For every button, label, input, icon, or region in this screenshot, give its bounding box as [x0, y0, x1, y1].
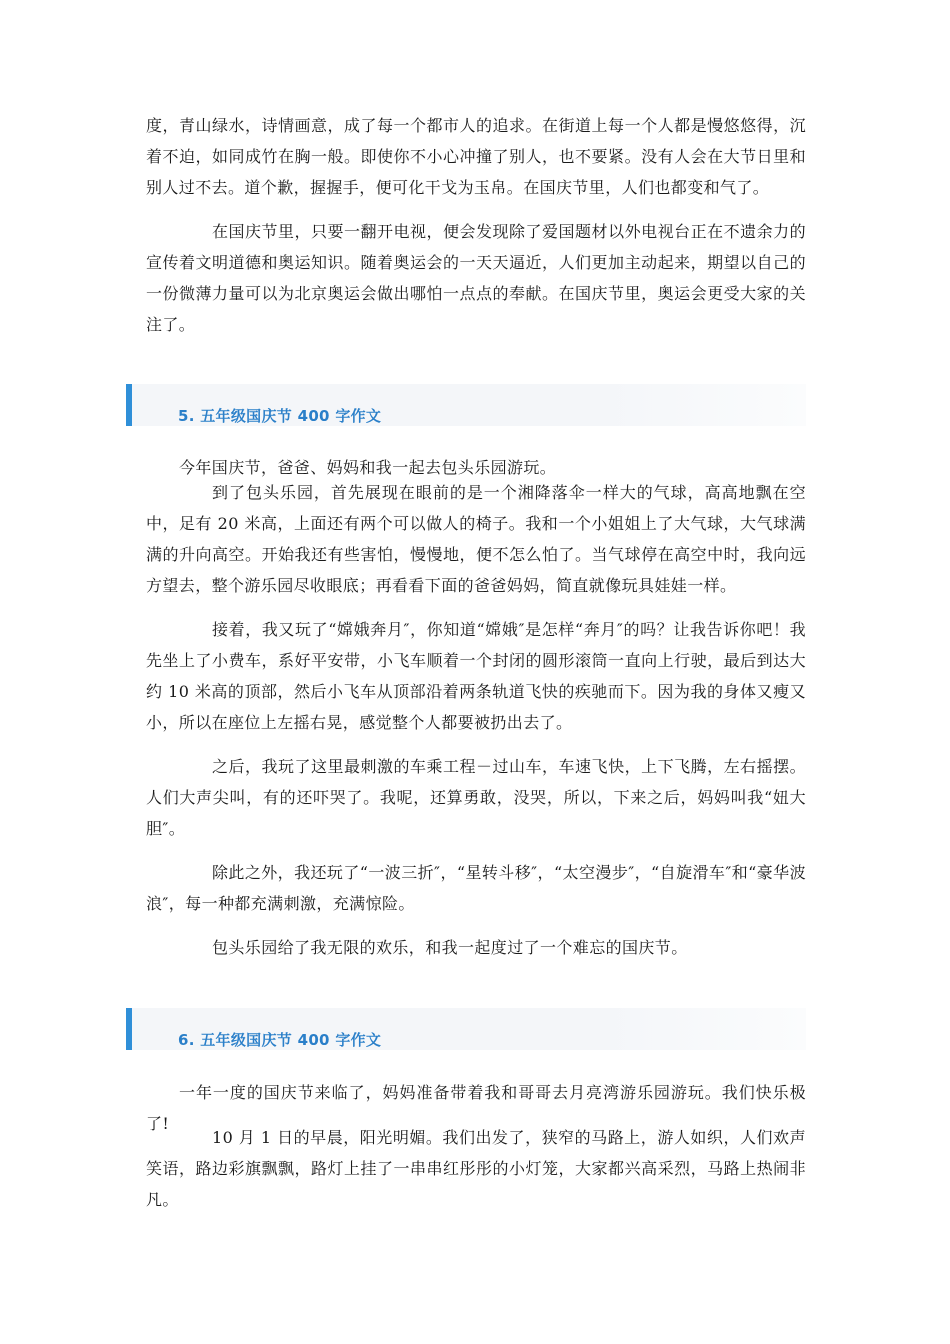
- paragraph: 之后，我玩了这里最刺激的车乘工程－过山车，车速飞快，上下飞腾，左右摇摆。人们大声尖叫，有的还吓哭了。我呢，还算勇敢，没哭，所以，下来之后，妈妈叫我“妞大胆″。: [146, 757, 806, 838]
- paragraph: 今年国庆节，爸爸、妈妈和我一起去包头乐园游玩。: [179, 458, 557, 477]
- paragraph: 到了包头乐园，首先展现在眼前的是一个湘降落伞一样大的气球，高高地飘在空中，足有 20 米高，上面还有两个可以做人的椅子。我和一个小姐姐上了大气球，大气球满满的升向高空。开始我还有些害怕，慢慢地，便不怎么怕了。当气球停在高空中时，我向远方望去，整个游乐园尽收眼底；再看看下面的爸爸妈妈，简直就像玩具娃娃一样。: [146, 483, 806, 595]
- heading-accent-bar: [126, 384, 132, 426]
- paragraph: 一年一度的国庆节来临了，妈妈准备带着我和哥哥去月亮湾游乐园游玩。我们快乐极了!: [146, 1083, 806, 1133]
- section-title: 5. 五年级国庆节 400 字作文: [178, 407, 382, 425]
- section-heading-6: [126, 1008, 806, 1050]
- paragraph: 10 月 1 日的早晨，阳光明媚。我们出发了，狭窄的马路上，游人如织，人们欢声笑语，路边彩旗飘飘，路灯上挂了一串串红彤彤的小灯笼，大家都兴高采烈，马路上热闹非凡。: [146, 1128, 806, 1209]
- paragraph: 除此之外，我还玩了“一波三折″，“星转斗移″，“太空漫步″，“自旋滑车″和“豪华波浪″，每一种都充满刺激，充满惊险。: [146, 863, 806, 913]
- paragraph: 在国庆节里，只要一翻开电视，便会发现除了爱国题材以外电视台正在不遗余力的宣传着文明道德和奥运知识。随着奥运会的一天天逼近，人们更加主动起来，期望以自己的一份微薄力量可以为北京奥运会做出哪怕一点点的奉献。在国庆节里，奥运会更受大家的关注了。: [146, 222, 806, 334]
- section-title: 6. 五年级国庆节 400 字作文: [178, 1031, 382, 1049]
- paragraph: 度，青山绿水，诗情画意，成了每一个都市人的追求。在街道上每一个人都是慢悠悠得，沉着不迫，如同成竹在胸一般。即使你不小心冲撞了别人，也不要紧。没有人会在大节日里和别人过不去。道个歉，握握手，便可化干戈为玉帛。在国庆节里，人们也都变和气了。: [146, 116, 806, 197]
- heading-accent-bar: [126, 1008, 132, 1050]
- paragraph: 接着，我又玩了“嫦娥奔月″，你知道“嫦娥″是怎样“奔月″的吗？让我告诉你吧！我先坐上了小费车，系好平安带，小飞车顺着一个封闭的圆形滚筒一直向上行驶，最后到达大约 10 米高的顶部，然后小飞车从顶部沿着两条轨道飞快的疾驰而下。因为我的身体又瘦又小，所以在座位上左摇右晃，感觉整个人都要被扔出去了。: [146, 620, 806, 732]
- paragraph: 包头乐园给了我无限的欢乐，和我一起度过了一个难忘的国庆节。: [212, 938, 688, 957]
- section-heading-5: [126, 384, 806, 426]
